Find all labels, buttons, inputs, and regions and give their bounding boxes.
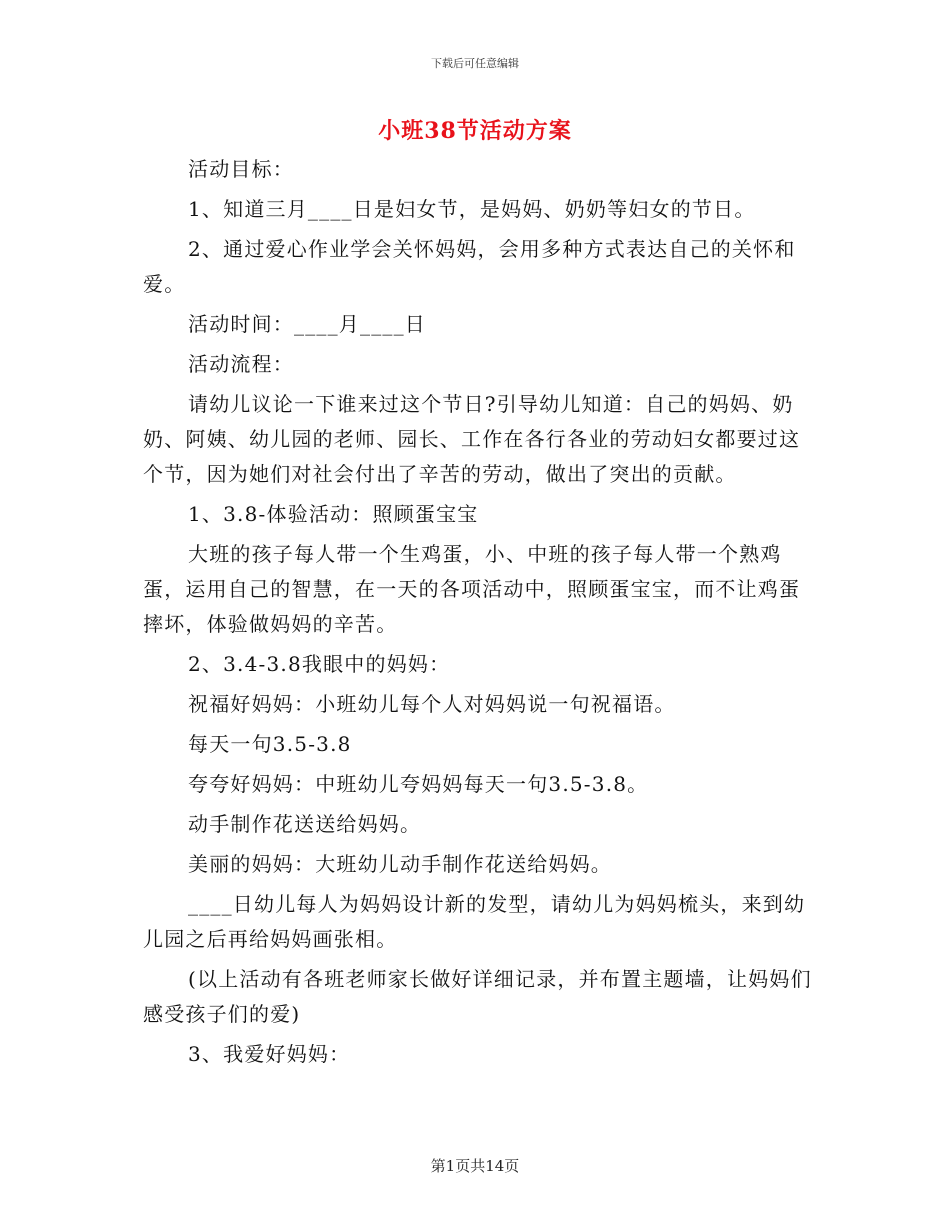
paragraph-beautiful-mom: 美丽的妈妈：大班幼儿动手制作花送给妈妈。 xyxy=(188,852,612,876)
paragraph-step-2: 2、3.4-3.8我眼中的妈妈： xyxy=(188,652,451,676)
paragraph-egg-activity: 大班的孩子每人带一个生鸡蛋，小、中班的孩子每人带一个熟鸡蛋，运用自己的智慧，在一天的各项活动中，照顾蛋宝宝，而不让鸡蛋摔坏，体验做妈妈的辛苦。 xyxy=(143,542,801,636)
paragraph-daily-phrase: 每天一句3.5-3.8 xyxy=(188,732,352,756)
paragraph-hairstyle: ____日幼儿每人为妈妈设计新的发型，请幼儿为妈妈梳头，来到幼儿园之后再给妈妈画张相。 xyxy=(143,892,806,951)
paragraph-discussion: 请幼儿议论一下谁来过这个节日?引导幼儿知道：自己的妈妈、奶奶、阿姨、幼儿园的老师、园长、工作在各行各业的劳动妇女都要过这个节，因为她们对社会付出了辛苦的劳动，做出了突出的贡献。 xyxy=(143,392,801,486)
paragraph-make-flowers: 动手制作花送送给妈妈。 xyxy=(188,812,422,836)
header-note: 下载后可任意编辑 xyxy=(431,57,519,70)
paragraph-goal-2: 2、通过爱心作业学会关怀妈妈，会用多种方式表达自己的关怀和爱。 xyxy=(143,237,796,296)
paragraph-praise: 夸夸好妈妈：中班幼儿夸妈妈每天一句3.5-3.8。 xyxy=(188,772,649,796)
paragraph-blessing: 祝福好妈妈：小班幼儿每个人对妈妈说一句祝福语。 xyxy=(188,692,676,716)
paragraph-step-1: 1、3.8-体验活动：照顾蛋宝宝 xyxy=(188,502,479,526)
paragraph-goals-heading: 活动目标： xyxy=(188,157,294,181)
paragraph-process-heading: 活动流程： xyxy=(188,352,294,376)
paragraph-step-3: 3、我爱好妈妈： xyxy=(188,1042,351,1066)
document-body xyxy=(143,152,813,1072)
paragraph-activity-time: 活动时间：____月____日 xyxy=(188,312,426,336)
paragraph-goal-1: 1、知道三月____日是妇女节，是妈妈、奶奶等妇女的节日。 xyxy=(188,197,756,221)
paragraph-records-note: (以上活动有各班老师家长做好详细记录，并布置主题墙，让妈妈们感受孩子们的爱) xyxy=(143,967,812,1026)
page-indicator: 第1页共14页 xyxy=(430,1157,520,1175)
document-title: 小班38节活动方案 xyxy=(378,118,572,144)
